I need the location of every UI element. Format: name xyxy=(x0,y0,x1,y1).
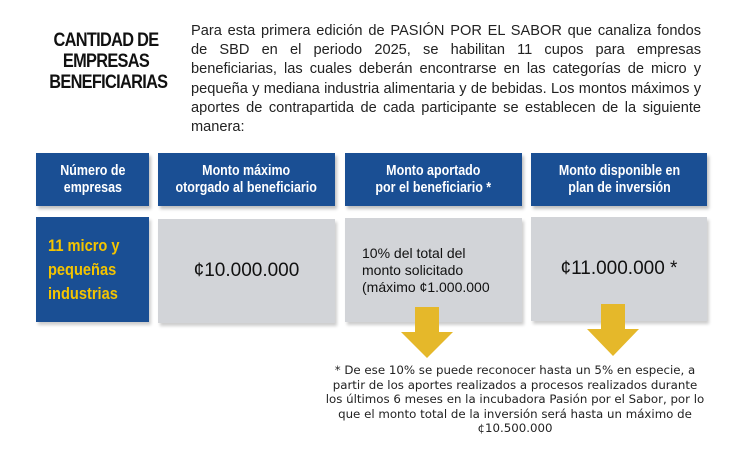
header-label: Monto disponible en plan de inversión xyxy=(558,162,680,196)
header-label: Monto aportado por el beneficiario * xyxy=(375,162,492,196)
header-label: Monto máximo otorgado al beneficiario xyxy=(175,162,318,196)
page-title: CANTIDAD DE EMPRESAS BENEFICIARIAS xyxy=(49,30,168,93)
arrow-down-icon xyxy=(587,304,639,356)
cell-monto-maximo: ¢10.000.000 xyxy=(158,219,335,323)
header-monto-maximo xyxy=(158,153,335,206)
cell-monto-disponible: ¢11.000.000 * xyxy=(531,217,707,321)
cell-numero-empresas xyxy=(36,217,149,322)
cell-monto-aportado: 10% del total del monto solicitado (máximo ¢1.000.000 xyxy=(345,218,522,322)
intro-paragraph: Para esta primera edición de PASIÓN POR EL SABOR que canaliza fondos de SBD en el periodo 2025, se habilitan 11 cupos para empresas beneficiarias, las cuales deberán encontrarse en las categorías de micro y pequeña y mediana industria alimentaria y de bebidas. Los montos máximos y aportes de contrapartida de cada participante se establecen de la siguiente manera: xyxy=(191,23,701,136)
header-monto-disponible xyxy=(531,153,707,206)
header-numero-empresas xyxy=(36,153,149,206)
cell-value: 11 micro y pequeñas industrias xyxy=(48,235,120,303)
header-label: Número de empresas xyxy=(59,162,126,196)
footnote: * De ese 10% se puede reconocer hasta un 5% en especie, a partir de los aportes realizados a procesos realizados durante los últimos 6 meses en la incubadora Pasión por el Sabor, por lo que el monto total de la inversión será hasta un máximo de ¢10.500.000 xyxy=(325,363,705,436)
header-monto-aportado xyxy=(345,153,522,206)
arrow-down-icon xyxy=(401,307,453,358)
